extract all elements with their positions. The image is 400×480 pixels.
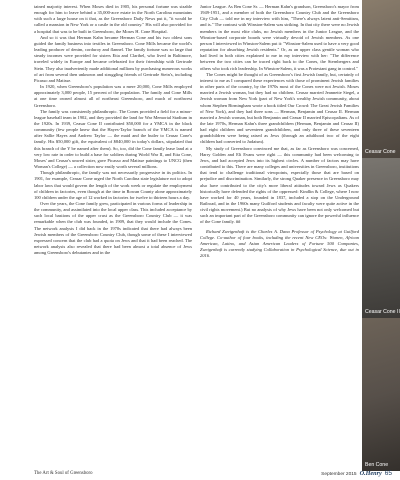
footer-section-title: The Art & Soul of Greensboro — [34, 471, 93, 476]
paragraph: In 1920, when Greensboro's population was a mere 20,000, Cone Mills employed approximately 3,000 people, 15 percent of the population. The family and Cone Mills at one time owned almost all of northeast Greensboro, and much of northwest Greensboro. — [34, 84, 192, 108]
paragraph: Junior League. As Ben Cone Sr. — Herman Kahn's grandson, Greensboro's mayor from 1949-1951, and a member of both the Greensboro Country Club and the Greensboro City Club — told me in my interview with him, "There's always latent anti-Semitism, and is." The contrast with Winston-Salem was striking. In that city there were no Jewish members in the most elite clubs, no Jewish members in the Junior League, and the Winston-based corporate boards were virtually devoid of Jewish members. As one person I interviewed in Winston-Salem put it: "Winston-Salem used to have a very good reputation for absorbing Jewish residents." Or, as an upper class gentile woman who had lived in both cities explained to me in my interview with her: "The difference between the two cities can be traced right back to the Cones, the Sternbergers and others who took rich leadership. In Winston-Salem, it was a Protestant gang in control." — [200, 4, 359, 71]
author-bio: Richard Zweigenhaft is the Charles A. Dana Professor of Psychology at Guilford College. Co-author of four books, including the recent New CEOs: Women, African American, Latino, and Asian American Leaders of Fortune 500 Companies, Zweigenhaft is currently studying Collaboration in Psychological Science, due out in 2016. — [200, 228, 359, 259]
paragraph: The Cones might be thought of as Greensboro's first Jewish family, but, certainly of interest to me as I compared these experiences with those of prominent Jewish families in other parts of the country, by the 1970s most of the Cones were not Jewish. Moses married a Jewish woman, but they had no children. Ceasar married Jeannette Siegel, a Jewish woman from New York (part of New York's wealthy Jewish community, about whom Stephen Birmingham wrote a book titled Our Crowd: The Great Jewish Families of New York), and they had three sons — Herman, Benjamin and Ceasar II. Herman married a Jewish woman, but both Benjamin and Ceasar II married Episcopalians. As of the late 1970s, Herman Kahn's three grandchildren (Herman, Benjamin and Ceasar II) had eight children and seventeen grandchildren, and only three of these seventeen grandchildren were being raised as Jews (through an adulthood two of the eight children had converted to Judaism). — [200, 71, 359, 145]
photo-caption: Ceasar Cone — [365, 149, 396, 155]
page-number: 65 — [384, 470, 392, 477]
paragraph: The family was consistently philanthropic. The Cones provided a field for a minor-league baseball team in 1902, and they provided the land for War Memorial Stadium in the 1920s. In 1939, Ceasar Cone II contributed $50,000 for a YMCA in the black community (few people knew that the Hayes-Taylor branch of the YMCA is named after Sallie Hayes and Andrew Taylor — the maid and the butler to Ceasar Cone's family. His $50,000 gift, the equivalent of $840,000 in today's dollars, stipulated that this branch of the Y be named after them). So, too, did the Cone family lease land at a very low rate in order to build a base for soldiers during World War II, and Etta Cone, Moses' and Ceasar's unwed sister, gave Picasso and Matisse paintings to UNCG (then Woman's College) — a collection now easily worth several millions. — [34, 108, 192, 170]
paragraph: Though philanthropic, the family was not necessarily progressive in its politics. In 1901, for example, Ceasar Cone urged the North Carolina state legislature not to adopt labor laws that would govern the length of the work week or regulate the employment of children in factories, even though at the time in Rowan County alone approximately 100 children under the age of 12 worked in factories for twelve to thirteen hours a day. — [34, 170, 192, 200]
paragraph: And so it was that Herman Kahn became Herman Cone and his two oldest sons guided the family business into textiles in Greensboro. Cone Mills became the world's leading producer of denim, corduroy and flannel. The family fortune was so large that steady incomes were provided for sisters Etta and Claribel, who lived in Baltimore, traveled widely in Europe and became celebrated for their friendship with Gertrude Stein. They also inadvertently made additional millions by purchasing numerous works of art from several then unknown and struggling friends of Gertrude Stein's, including Picasso and Matisse. — [34, 34, 192, 83]
paragraph: tained majority interest. When Moses died in 1905, his personal fortune was sizable enough for him to leave behind a 35,000-acre estate in the North Carolina mountains with such a large house on it that, as the Greensboro Daily News put it, "it would be called a mansion in New York or a castle in the old country." His will also provided for a hospital that was to be built in Greensboro, the Moses H. Cone Hospital. — [34, 4, 192, 34]
photo-caption: Ben Cone — [365, 462, 389, 468]
article-column-middle — [200, 4, 359, 259]
paragraph: My study of Greensboro convinced me that, as far as Greensboro was concerned, Harry Golden and Eli Evans were right — this community had been welcoming to Jews, and had accepted Jews into its highest circles. A number of factors may have contributed to this. There are many colleges and universities in Greensboro, institutions that tend to challenge traditional viewpoints, especially those that are based on prejudice and discrimination. Similarly, the strong Quaker presence in Greensboro may also have contributed to the city's more liberal attitudes toward Jews as Quakers historically have defended the rights of the oppressed: Kindlin & College, where I now have worked for 40 years, founded in 1837, included a stop on the Underground Railroad, and in the 1960s many Guilford students and faculty were quite active in the civil rights movement.) But no analysis of why Jews have been not only welcomed but such an important part of the Greensboro community can ignore the powerful influence of the Cone family. ## — [200, 145, 359, 225]
footer-issue-info — [321, 470, 392, 477]
issue-date: September 2015 — [321, 472, 357, 477]
magazine-brand: O.Henry — [359, 470, 382, 477]
paragraph: Over the years, the Cone family grew, participated in various forms of leadership in the community, and assimilated into the local upper class. This included acceptance by such local bastions of the upper crust as the Greensboro Country Club — it was remarkable when the club was founded, in 1909, that they would include the Cones. The network analysis I did back in the 1970s indicated that there had always been Jewish members of the Greensboro Country Club, though some of these I interviewed expressed concern that the club had a quota on Jews and that it had been reached. The network analysis also revealed that there had been almost a total absence of Jews among Greensboro's debutantes and in the — [34, 201, 192, 256]
portrait-photo-ceasar-cone-ii — [362, 158, 400, 318]
portrait-photo-ceasar-cone — [362, 0, 400, 158]
page-footer — [0, 470, 400, 480]
photo-strip — [362, 0, 400, 471]
photo-caption: Ceasar Cone II — [365, 309, 400, 315]
article-column-left — [34, 4, 192, 256]
portrait-photo-ben-cone — [362, 318, 400, 471]
